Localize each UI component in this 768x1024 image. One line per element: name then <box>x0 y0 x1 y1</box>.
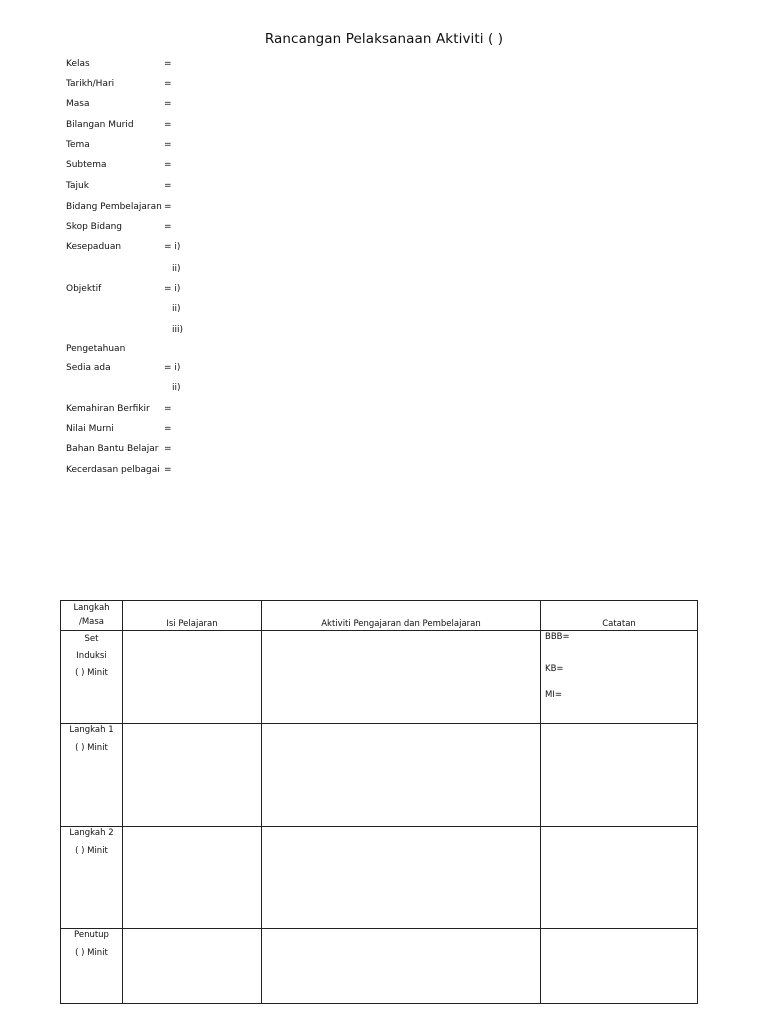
step-line: Induksi <box>76 651 107 661</box>
field-label: Objektif <box>66 284 102 294</box>
table-row <box>61 827 698 929</box>
step-line: Langkah 2 <box>69 828 114 838</box>
step-line: ( ) Minit <box>75 668 108 678</box>
field-label: Kelas <box>66 59 90 69</box>
field-equals: = <box>164 59 172 69</box>
field-kesepaduan-ii: ii) <box>172 264 181 274</box>
catatan-cell[interactable] <box>541 827 698 929</box>
note-blank <box>541 675 697 681</box>
catatan-cell[interactable] <box>541 929 698 1004</box>
aktiviti-cell[interactable] <box>262 631 541 724</box>
field-label: Kesepaduan <box>66 242 122 252</box>
field-label: Pengetahuan <box>66 344 126 354</box>
isi-cell[interactable] <box>123 827 262 929</box>
field-equals: = <box>164 444 172 454</box>
step-cell <box>61 827 123 929</box>
step-line: ( ) Minit <box>75 743 108 753</box>
header-langkah: Langkah <box>73 603 110 613</box>
header-catatan: Catatan <box>541 601 698 631</box>
field-label: Bahan Bantu Belajar <box>66 444 159 454</box>
field-objektif-ii: ii) <box>172 304 181 314</box>
field-equals: = <box>164 99 172 109</box>
step-line: ( ) Minit <box>75 846 108 856</box>
catatan-cell[interactable] <box>541 724 698 827</box>
field-equals: = <box>164 140 172 150</box>
table-row <box>61 724 698 827</box>
field-label: Kemahiran Berfikir <box>66 404 150 414</box>
field-equals: = i) <box>164 242 181 252</box>
isi-cell[interactable] <box>123 631 262 724</box>
note-blank <box>541 643 697 655</box>
header-isi-pelajaran: Isi Pelajaran <box>123 601 262 631</box>
field-equals: = <box>164 120 172 130</box>
step-line: Langkah 1 <box>69 725 114 735</box>
step-cell <box>61 929 123 1004</box>
field-label: Subtema <box>66 160 107 170</box>
field-equals: = <box>164 79 172 89</box>
field-equals: = <box>164 424 172 434</box>
field-label: Tarikh/Hari <box>66 79 115 89</box>
field-label: Masa <box>66 99 90 109</box>
field-label: Kecerdasan pelbagai <box>66 465 160 475</box>
field-equals: = <box>164 222 172 232</box>
note-bbb: BBB= <box>545 632 570 642</box>
step-line: ( ) Minit <box>75 948 108 958</box>
catatan-cell[interactable] <box>541 631 698 724</box>
isi-cell[interactable] <box>123 929 262 1004</box>
aktiviti-cell[interactable] <box>262 929 541 1004</box>
header-aktiviti: Aktiviti Pengajaran dan Pembelajaran <box>262 601 541 631</box>
field-label: Nilai Murni <box>66 424 114 434</box>
note-mi: MI= <box>545 690 562 700</box>
step-cell <box>61 724 123 827</box>
field-equals: = <box>164 202 172 212</box>
table-header-row <box>61 601 698 631</box>
field-label: Bidang Pembelajaran <box>66 202 162 212</box>
isi-cell[interactable] <box>123 724 262 827</box>
table-row <box>61 929 698 1004</box>
page-title: Rancangan Pelaksanaan Aktiviti ( ) <box>264 31 504 47</box>
aktiviti-cell[interactable] <box>262 827 541 929</box>
step-line: Penutup <box>74 930 109 940</box>
field-equals: = i) <box>164 363 181 373</box>
step-cell <box>61 631 123 724</box>
field-label: Sedia ada <box>66 363 111 373</box>
field-equals: = <box>164 404 172 414</box>
step-line: Set <box>84 634 99 644</box>
table-row <box>61 631 698 724</box>
field-equals: = <box>164 160 172 170</box>
field-equals: = i) <box>164 284 181 294</box>
field-label: Bilangan Murid <box>66 120 134 130</box>
field-objektif-iii: iii) <box>172 325 184 335</box>
field-sedia-ada-ii: ii) <box>172 383 181 393</box>
field-label: Tema <box>66 140 90 150</box>
aktiviti-cell[interactable] <box>262 724 541 827</box>
field-equals: = <box>164 181 172 191</box>
header-masa: /Masa <box>78 617 105 627</box>
field-label: Skop Bidang <box>66 222 123 232</box>
field-equals: = <box>164 465 172 475</box>
note-kb: KB= <box>545 664 564 674</box>
field-label: Tajuk <box>66 181 89 191</box>
header-langkah-masa <box>61 601 123 631</box>
lesson-table <box>60 600 698 1004</box>
